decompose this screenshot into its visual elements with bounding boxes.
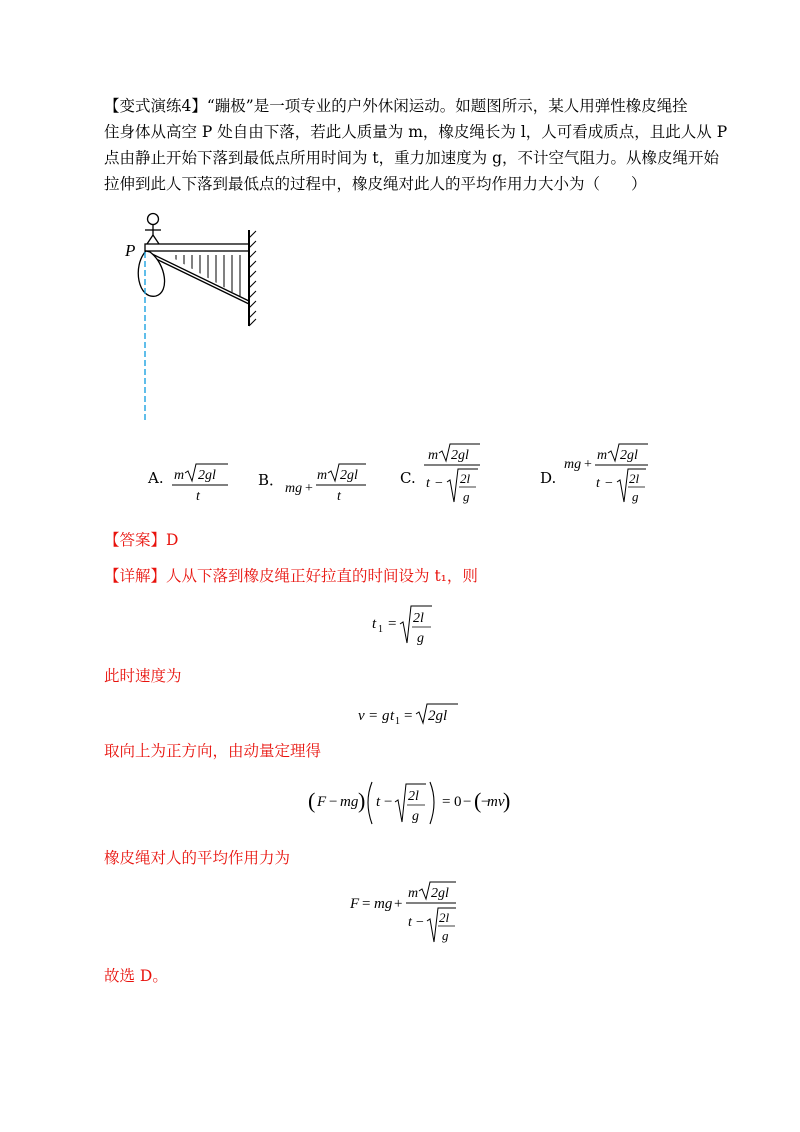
svg-text:1: 1 xyxy=(395,716,400,727)
platform-beam xyxy=(145,244,249,251)
svg-text:+: + xyxy=(584,457,592,472)
svg-text:2l: 2l xyxy=(408,789,419,804)
svg-text:−: − xyxy=(481,794,490,810)
option-b-formula xyxy=(284,460,368,504)
question-line-1: 【变式演练4】“蹦极”是一项专业的户外休闲运动。如题图所示，某人用弹性橡皮绳拴 xyxy=(104,97,688,115)
svg-text:t: t xyxy=(196,489,200,504)
answer-value: D xyxy=(166,531,179,549)
svg-text:m: m xyxy=(317,468,328,483)
svg-text:t: t xyxy=(372,616,377,632)
svg-text:−: − xyxy=(463,794,472,810)
point-p-label: P xyxy=(125,241,136,260)
paren-open-1: ( xyxy=(308,788,316,813)
svg-text:mg: mg xyxy=(340,794,359,810)
answer-line xyxy=(104,530,178,550)
question-line-2: 住身体从高空 P 处自由下落，若此人质量为 m，橡皮绳长为 l，人可看成质点，且此人从 P xyxy=(104,123,728,141)
svg-text:−: − xyxy=(435,476,443,491)
svg-text:mg: mg xyxy=(374,896,393,912)
option-a-formula xyxy=(170,460,230,504)
svg-text:m: m xyxy=(174,468,185,483)
svg-text:−: − xyxy=(416,915,424,930)
speed-text: 此时速度为 xyxy=(104,667,182,685)
svg-text:=: = xyxy=(369,708,378,724)
svg-text:g: g xyxy=(382,708,390,724)
option-c-formula xyxy=(420,440,484,506)
svg-text:t: t xyxy=(596,476,600,491)
svg-text:m: m xyxy=(428,448,439,463)
svg-text:2gl: 2gl xyxy=(198,468,216,483)
paren-open-3: ( xyxy=(474,788,482,813)
svg-text:2l: 2l xyxy=(439,910,450,925)
svg-text:2gl: 2gl xyxy=(451,448,469,463)
svg-text:g: g xyxy=(442,928,449,943)
svg-text:=: = xyxy=(362,896,371,912)
svg-text:v: v xyxy=(358,708,365,724)
option-a-label: A. xyxy=(148,469,164,487)
equation-force xyxy=(348,876,458,946)
svg-text:mg: mg xyxy=(285,481,303,496)
svg-text:g: g xyxy=(417,631,424,646)
svg-text:−: − xyxy=(605,476,613,491)
explain-tag: 【详解】 xyxy=(104,567,167,585)
svg-text:F: F xyxy=(350,896,360,912)
explain-intro-line xyxy=(104,566,478,586)
paren-close-1: ) xyxy=(358,788,366,813)
svg-text:=: = xyxy=(404,708,413,724)
equation-momentum xyxy=(308,770,511,832)
svg-text:mg: mg xyxy=(564,457,582,472)
svg-text:m: m xyxy=(408,886,419,901)
svg-text:g: g xyxy=(463,489,470,504)
svg-text:2gl: 2gl xyxy=(340,468,358,483)
svg-text:0: 0 xyxy=(454,794,462,810)
question-line-4: 拉伸到此人下落到最低点的过程中，橡皮绳对此人的平均作用力大小为（ ） xyxy=(104,175,647,193)
force-text: 橡皮绳对人的平均作用力为 xyxy=(104,849,291,867)
paren-close-3: ) xyxy=(503,788,511,813)
svg-text:t: t xyxy=(337,489,341,504)
svg-text:g: g xyxy=(412,809,419,824)
svg-text:2l: 2l xyxy=(629,471,640,486)
explain-intro: 人从下落到橡皮绳正好拉直的时间设为 t₁，则 xyxy=(166,567,478,585)
direction-text: 取向上为正方向，由动量定理得 xyxy=(104,742,322,760)
svg-text:t: t xyxy=(408,915,412,930)
svg-text:=: = xyxy=(442,794,451,810)
equation-t1 xyxy=(370,598,450,646)
option-c-label: C. xyxy=(400,469,416,487)
svg-text:mv: mv xyxy=(487,794,505,810)
svg-text:t: t xyxy=(426,476,430,491)
svg-text:+: + xyxy=(394,896,403,912)
svg-text:m: m xyxy=(597,448,608,463)
svg-text:t: t xyxy=(390,708,395,724)
svg-text:1: 1 xyxy=(378,624,383,635)
svg-text:2l: 2l xyxy=(460,471,471,486)
svg-text:2gl: 2gl xyxy=(620,448,638,463)
svg-text:F: F xyxy=(317,794,327,810)
conclusion-text: 故选 D。 xyxy=(104,967,168,985)
svg-text:2l: 2l xyxy=(413,611,424,626)
answer-tag: 【答案】 xyxy=(104,531,167,549)
wall-hatching xyxy=(249,231,256,326)
question-line-3: 点由静止开始下落到最低点所用时间为 t，重力加速度为 g，不计空气阻力。从橡皮绳开始 xyxy=(104,149,720,167)
person-icon xyxy=(145,214,161,245)
option-b-label: B． xyxy=(258,471,285,489)
svg-text:+: + xyxy=(305,481,313,496)
svg-text:−: − xyxy=(384,794,393,810)
option-d-label: D. xyxy=(540,469,557,487)
svg-text:=: = xyxy=(388,616,397,632)
paren-open-2 xyxy=(368,782,372,824)
svg-text:t: t xyxy=(376,794,381,810)
svg-text:−: − xyxy=(329,794,338,810)
option-d-formula xyxy=(562,440,652,506)
paren-close-2 xyxy=(430,782,434,824)
svg-text:2gl: 2gl xyxy=(431,886,449,901)
svg-text:g: g xyxy=(632,489,639,504)
equation-velocity xyxy=(356,698,466,730)
svg-text:2gl: 2gl xyxy=(428,708,448,724)
bungee-figure xyxy=(118,208,268,424)
